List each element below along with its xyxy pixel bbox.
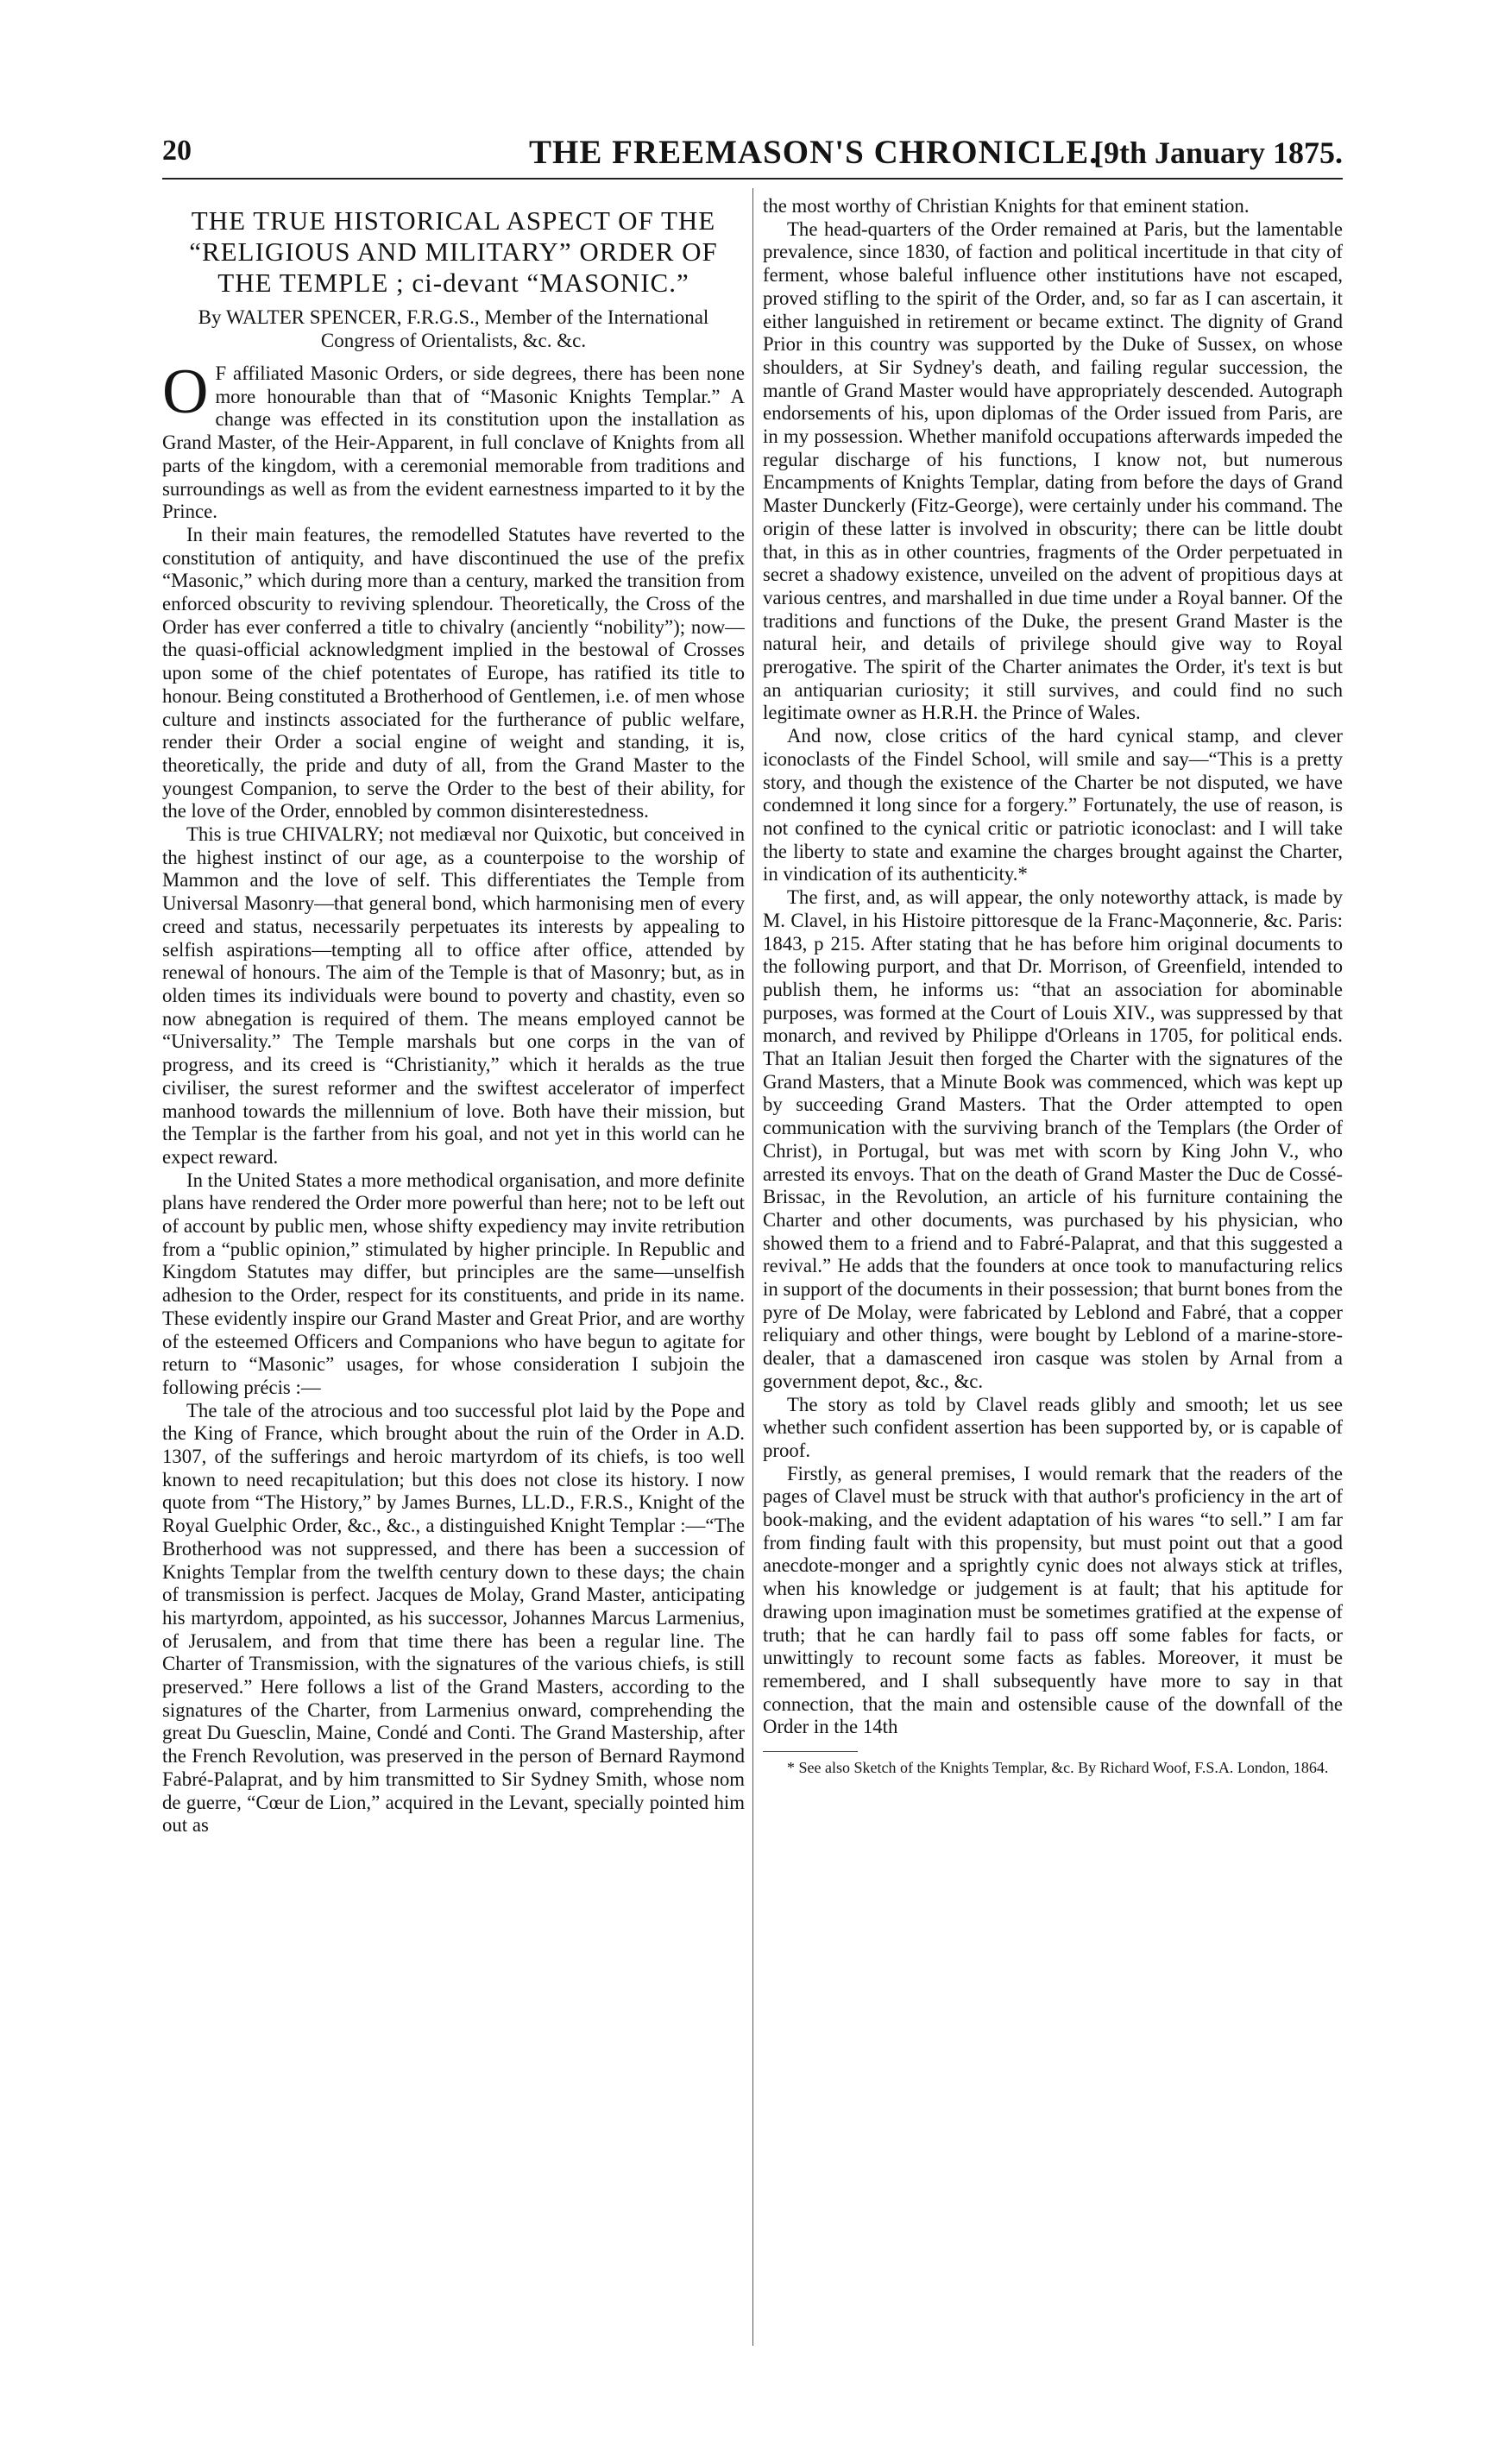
article-paragraph: the most worthy of Christian Knights for that eminent station. xyxy=(763,195,1250,217)
article-paragraph: This is true CHIVALRY; not mediæval nor Quixotic, but conceived in the highest instinct of our age, as a counterpoise to the worship of Mammon and the love of self. This differentiates the Temple from Universal Masonry—that general bond, which harmonising men of every creed and status, necessarily perpetuates its interests by appealing to selfish aspirations—tempting all to office after office, attended by renewal of honours. The aim of the Temple is that of Masonry; but, as in olden times its individuals were bound to poverty and chastity, even so now abnegation is required of them. The means employed cannot be “Universality.” The Temple marshals but one corps in the van of progress, and its creed is “Christianity,” which it heralds as the true civiliser, the surest reformer and the swiftest accelerator of imperfect manhood towards the millennium of love. Both have their mission, but the Templar is the farther from his goal, and not yet in this world can he expect reward. xyxy=(162,823,745,1168)
article-paragraph: The first, and, as will appear, the only noteworthy attack, is made by M. Clavel, in his Histoire pittoresque de la Franc-Maçonnerie, &c. Paris: 1843, p 215. After stating that he has before him original documents to the following purport, and that Dr. Morrison, of Greenfield, intended to publish them, he informs us: “that an association for abominable purposes, was formed at the Court of Louis XIV., was suppressed by that monarch, and revived by Philippe d'Orleans in 1705, for political ends. That an Italian Jesuit then forged the Charter with the signatures of the Grand Masters, that a Minute Book was commenced, which was kept up by succeeding Grand Masters. That the Order attempted to open communication with the surviving branch of the Templars (the Order of Christ), in Portugal, but was met with scorn by King John V., who arrested its envoys. That on the death of Grand Master the Duc de Cossé-Brissac, in the Revolution, an article of his furniture containing the Charter and other documents, was purchased by his physician, who showed them to a friend and to Fabré-Palaprat, and that this suggested a revival.” He adds that the founders at once took to manufacturing relics in support of the documents in their possession; that burnt bones from the pyre of De Molay, were fabricated by Leblond and Fabré, that a copper reliquiary and other things, were bought by Leblond of a marine-store-dealer, that a damascened iron casque was stolen by Arnal from a government depot, &c., &c. xyxy=(763,886,1343,1392)
column-divider xyxy=(752,188,753,2346)
journal-title: THE FREEMASON'S CHRONICLE. xyxy=(529,134,1099,171)
drop-cap: O xyxy=(162,356,209,427)
article-paragraph: The tale of the atrocious and too successful plot laid by the Pope and the King of France, which brought about the ruin of the Order in A.D. 1307, of the sufferings and heroic martyrdom of its chiefs, is too well known to need recapitulation; but this does not close its history. I now quote from “The History,” by James Burnes, LL.D., F.R.S., Knight of the Royal Guelphic Order, &c., &c., a distinguished Knight Templar :—“The Brotherhood was not suppressed, and there has been a succession of Knights Templar from the twelfth century down to these days; the chain of transmission is perfect. Jacques de Molay, Grand Master, anticipating his martyrdom, appointed, as his successor, Johannes Marcus Larmenius, of Jerusalem, and from that time there has been a regular line. The Charter of Transmission, with the signatures of the various chiefs, is still preserved.” Here follows a list of the Grand Masters, according to the signatures of the Charter, from Larmenius onward, comprehending the great Du Guesclin, Maine, Condé and Conti. The Grand Mastership, after the French Revolution, was preserved in the person of Bernard Raymond Fabré-Palaprat, and by him transmitted to Sir Sydney Smith, whose nom de guerre, “Cœur de Lion,” acquired in the Levant, specially pointed him out as xyxy=(162,1399,745,1837)
article-title: THE TRUE HISTORICAL ASPECT OF THE “RELIGIOUS AND MILITARY” ORDER OF THE TEMPLE ; ci-devant “MASONIC.” xyxy=(189,205,718,298)
article-paragraph xyxy=(162,356,745,524)
article-paragraph: Firstly, as general premises, I would remark that the readers of the pages of Clavel must be struck with that author's proficiency in the art of book-making, and the evident adaptation of his wares “to sell.” I am far from finding fault with this propensity, but must point out that a good anecdote-monger and a sprightly cynic does not always stick at trifles, when his knowledge or judgement is at fault; that his aptitude for drawing upon imagination must be sometimes gratified at the expense of truth; that he can hardly fail to pass off some fables for facts, or unwittingly to recount some facts as fables. Moreover, it must be remembered, and I shall subsequently have more to say in that connection, that the main and ostensible cause of the downfall of the Order in the 14th xyxy=(763,1462,1343,1738)
article-paragraph: The head-quarters of the Order remained at Paris, but the lamentable prevalence, since 1830, of faction and political incertitude in that city of ferment, whose baleful influence other institutions have not escaped, proved stifling to the spirit of the Order, and, so far as I can ascertain, it either languished in retirement or became extinct. The dignity of Grand Prior in this country was supported by the Duke of Sussex, on whose shoulders, at Sir Sydney's death, and failing regular succession, the mantle of Grand Master would have appropriately descended. Autograph endorsements of his, upon diplomas of the Order issued from Paris, are in my possession. Whether manifold occupations afterwards impeded the regular discharge of his functions, I know not, but numerous Encampments of Knights Templar, dating from before the days of Grand Master Dunckerly (Fitz-George), were certainly under his command. The origin of these latter is involved in obscurity; there can be little doubt that, in this as in other countries, fragments of the Order perpetuated in secret a shadowy existence, unveiled on the advent of propitious days at various centres, and marshalled in due time under a Royal banner. Of the traditions and functions of the Duke, the present Grand Master is the natural heir, and details of privilege should give way to Royal prerogative. The spirit of the Charter animates the Order, it's text is but an antiquarian curiosity; it still survives, and could find no such legitimate owner as H.R.H. the Prince of Wales. xyxy=(763,217,1343,724)
page-header xyxy=(162,133,1343,180)
footnote-rule xyxy=(763,1751,858,1752)
paragraph-text: F affiliated Masonic Orders, or side degrees, there has been none more honourable than that of “Masonic Knights Templar.” A change was effected in its constitution upon the installation as Grand Master, of the Heir-Apparent, in full conclave of Knights from all parts of the kingdom, with a ceremonial memorable from traditions and surroundings as well as from the evident earnestness imparted to it by the Prince. xyxy=(162,362,745,523)
article-byline: By WALTER SPENCER, F.R.G.S., Member of the International Congress of Orientalists, &c. &c. xyxy=(198,306,709,351)
page-number: 20 xyxy=(162,135,192,167)
article-paragraph: The story as told by Clavel reads glibly and smooth; let us see whether such confident assertion has been supported by, or is capable of proof. xyxy=(763,1393,1343,1461)
article-paragraph: And now, close critics of the hard cynical stamp, and clever iconoclasts of the Findel School, will smile and say—“This is a pretty story, and though the existence of the Charter be not disputed, we have condemned it long since for a forgery.” Fortunately, the use of reason, is not confined to the cynical critic or patriotic iconoclast: and I will take the liberty to state and examine the charges brought against the Charter, in vindication of its authenticity.* xyxy=(763,725,1343,885)
footnote: * See also Sketch of the Knights Templar, &c. By Richard Woof, F.S.A. London, 1864. xyxy=(787,1759,1329,1777)
right-column xyxy=(763,195,1343,2387)
article-paragraph: In the United States a more methodical organisation, and more definite plans have rendered the Order more powerful than here; not to be left out of account by public men, whose shifty expediency may invite retribution from a “public opinion,” stimulated by higher principle. In Republic and Kingdom Statutes may differ, but principles are the same—unselfish adhesion to the Order, respect for its constituents, and pride in its name. These evidently inspire our Grand Master and Great Prior, and are worthy of the esteemed Officers and Companions who have begun to agitate for return to “Masonic” usages, for whose consideration I subjoin the following précis :— xyxy=(162,1169,745,1398)
article-paragraph: In their main features, the remodelled Statutes have reverted to the constitution of antiquity, and have discontinued the use of the prefix “Masonic,” which during more than a century, marked the transition from enforced obscurity to reviving splendour. Theoretically, the Cross of the Order has ever conferred a title to chivalry (anciently “nobility”); now—the quasi-official acknowledgment implied in the bestowal of Crosses upon some of the chief potentates of Europe, has ratified its title to honour. Being constituted a Brotherhood of Gentlemen, i.e. of men whose culture and instincts associated for the furtherance of public welfare, render their Order a social engine of weight and standing, it is, theoretically, the pride and duty of all, from the Grand Master to the youngest Companion, to serve the Order to the best of their ability, for the love of the Order, ennobled by common disinterestedness. xyxy=(162,523,745,822)
issue-date: [9th January 1875. xyxy=(1092,135,1343,170)
left-column xyxy=(162,195,745,2387)
